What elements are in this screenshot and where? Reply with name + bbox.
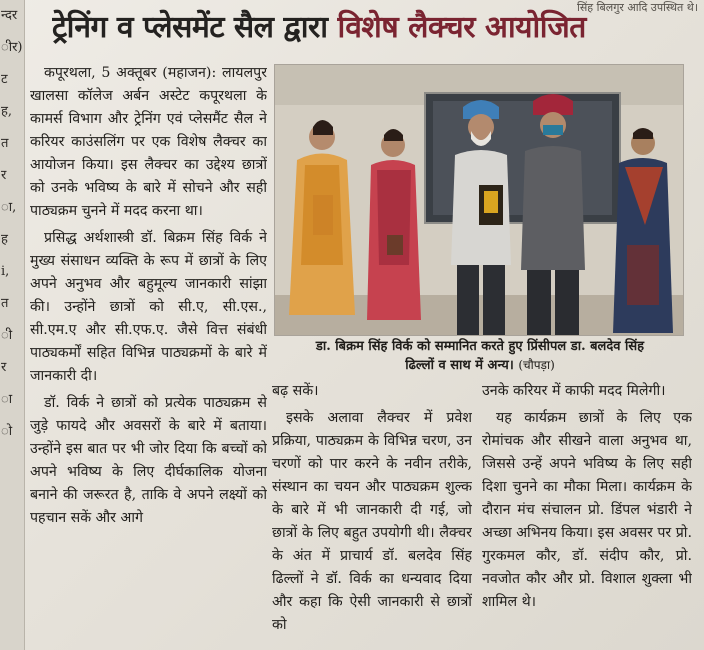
edge-fragment: ीर) — [1, 40, 23, 55]
edge-fragment: र — [1, 168, 7, 183]
caption-line-2-text: ढिल्लों व साथ में अन्य। — [405, 358, 514, 373]
edge-fragment: ा, — [1, 200, 17, 215]
paragraph: बढ़ सकें। — [272, 383, 319, 399]
paragraph: यह कार्यक्रम छात्रों के लिए एक रोमांचक और सीखने वाला अनुभव था, जिससे उन्हें अपने भविष्य के लिए सही दिशा चुनने का मौका मिला। कार्यक्रम के दौरान मंच संचालन प्रो. डिंपल भंडारी ने अच्छा अभिनय किया। इस अवसर पर प्रो. गुरकमल कौर, डॉ. संदीप कौर, प्रो. नवजोत कौर और प्रो. विशाल शुक्ला भी शामिल थे। — [482, 410, 692, 610]
edge-fragment: ट — [1, 72, 8, 87]
caption-line-1: डा. बिक्रम सिंह विर्क को सम्मानित करते हुए प्रिंसीपल डा. बलदेव सिंह — [315, 339, 645, 354]
edge-fragment: ी — [1, 328, 13, 343]
photo-credit: (चौपड़ा) — [518, 358, 555, 372]
edge-fragment: र — [1, 360, 7, 375]
photo-caption — [278, 337, 682, 377]
article-column-3 — [482, 380, 692, 650]
adjacent-column-fragment — [0, 0, 25, 650]
paragraph: कपूरथला, 5 अक्तूबर (महाजन): लायलपुर खालसा कॉलेज अर्बन अस्टेट कपूरथला के कामर्स विभाग और ट्रेनिंग एवं प्लेसमैंट सैल ने करियर काउंसलिंग पर एक विशेष लैक्चर का आयोजन किया। इस लैक्चर का उद्देश्य छात्रों को उनके भविष्य के बारे में सोचने और सही पाठ्यक्रम चुनने में मदद करना था। — [30, 65, 267, 219]
edge-fragment: ह — [1, 232, 8, 247]
paragraph: उनके करियर में काफी मदद मिलेगी। — [482, 383, 666, 399]
article-headline — [52, 6, 700, 50]
felicitation-photo-illustration — [275, 65, 683, 335]
paragraph: प्रसिद्ध अर्थशास्त्री डॉ. बिक्रम सिंह विर्क ने मुख्य संसाधन व्यक्ति के रूप में छात्रों के लिए अपने अनुभव और बहुमूल्य जानकारी सांझा की। उन्होंने छात्रों को सी.ए, सी.एस., सी.एम.ए और सी.एफ.ए. जैसे वित्त संबंधी पाठ्यकर्मों सहित विभिन्न पाठ्यक्रमों के बारे में जानकारी दी। — [30, 230, 267, 384]
top-previous-article-strip: सिंह बिलगुर आदि उपस्थित थे। — [576, 1, 698, 14]
edge-fragment: त — [1, 296, 9, 311]
edge-fragment: न्दर — [1, 8, 18, 23]
headline-part-1: ट्रेनिंग व प्लेसमेंट सैल द्वारा — [52, 10, 338, 45]
event-photo — [274, 64, 684, 336]
paragraph: डॉ. विर्क ने छात्रों को प्रत्येक पाठ्यक्रम से जुड़े फायदे और अवसरों के बारे में बताया। उन्होंने इस बात पर भी जोर दिया कि बच्चों को अपने भविष्य के लिए दीर्घकालिक योजना बनाने की जरूरत है, ताकि वे अपने लक्ष्यों को पहचान सकें और आगे — [30, 395, 267, 526]
paragraph: इसके अलावा लैक्चर में प्रवेश प्रक्रिया, पाठ्यक्रम के विभिन्न चरण, उन चरणों को पार करने के नवीन तरीके, संस्थान का चयन और पाठ्यक्रम शुल्क के बारे में भी जानकारी दी गई, जो छात्रों के लिए बहुत उपयोगी थी। लैक्चर के अंत में प्राचार्य डॉ. बलदेव सिंह ढिल्लों ने डॉ. विर्क का धन्यवाद दिया और कहा कि ऐसी जानकारी से छात्रों को — [272, 410, 472, 633]
caption-line-2 — [278, 356, 682, 375]
edge-fragment: त — [1, 136, 9, 151]
edge-fragment: i, — [1, 264, 10, 279]
edge-fragment: ह, — [1, 104, 13, 119]
edge-fragment: ो — [1, 424, 13, 439]
article-column-2 — [272, 380, 472, 650]
article-column-1 — [30, 62, 267, 650]
trophy-memento — [479, 185, 503, 225]
headline-part-2: विशेष लैक्चर आयोजित — [337, 10, 586, 45]
edge-fragment: ा — [1, 392, 13, 407]
